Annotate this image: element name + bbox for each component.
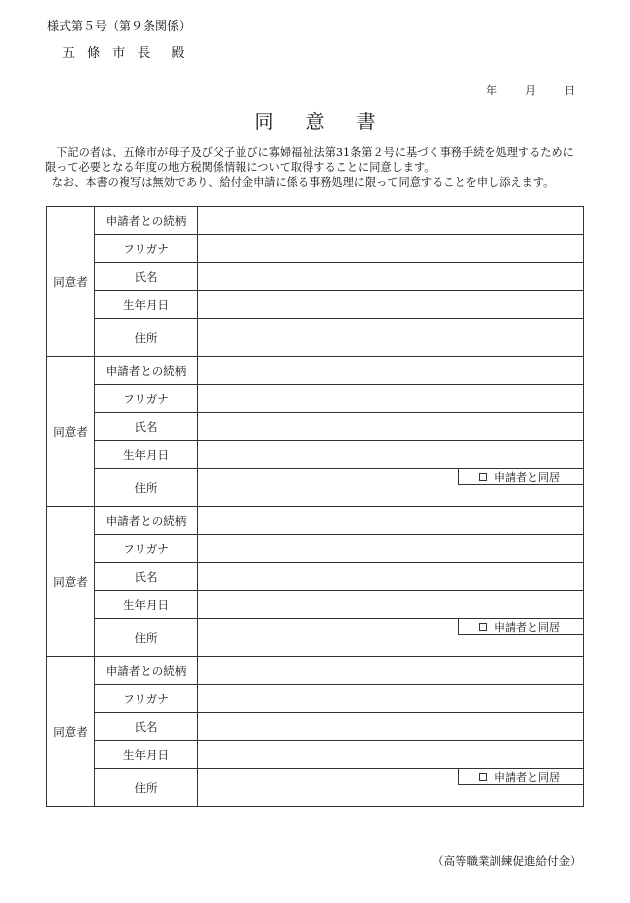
group-label: 同意者 bbox=[47, 357, 95, 507]
birthdate-field[interactable] bbox=[198, 591, 584, 619]
furigana-field[interactable] bbox=[198, 385, 584, 413]
consent-text bbox=[45, 145, 585, 190]
furigana-field[interactable] bbox=[198, 235, 584, 263]
birthdate-label: 生年月日 bbox=[95, 291, 198, 319]
name-field[interactable] bbox=[198, 263, 584, 291]
date-month-label: 月 bbox=[525, 84, 536, 97]
cohabit-checkbox[interactable] bbox=[458, 618, 584, 635]
date-line bbox=[486, 82, 575, 98]
name-label: 氏名 bbox=[95, 263, 198, 291]
furigana-label: フリガナ bbox=[95, 235, 198, 263]
furigana-label: フリガナ bbox=[95, 535, 198, 563]
name-field[interactable] bbox=[198, 713, 584, 741]
cohabit-label: 申請者と同居 bbox=[494, 470, 560, 484]
date-day-label: 日 bbox=[564, 84, 575, 97]
address-field[interactable] bbox=[198, 319, 584, 357]
cohabit-checkbox[interactable] bbox=[458, 468, 584, 485]
birthdate-field[interactable] bbox=[198, 741, 584, 769]
birthdate-field[interactable] bbox=[198, 441, 584, 469]
address-label: 住所 bbox=[95, 319, 198, 357]
consenter-block bbox=[46, 206, 584, 357]
furigana-field[interactable] bbox=[198, 685, 584, 713]
cohabit-label: 申請者と同居 bbox=[494, 770, 560, 784]
name-field[interactable] bbox=[198, 413, 584, 441]
consenter-block bbox=[46, 356, 584, 507]
addressee: 五 條 市 長 殿 bbox=[62, 46, 189, 61]
birthdate-label: 生年月日 bbox=[95, 591, 198, 619]
relationship-label: 申請者との続柄 bbox=[95, 207, 198, 235]
relationship-label: 申請者との続柄 bbox=[95, 357, 198, 385]
relationship-field[interactable] bbox=[198, 207, 584, 235]
address-label: 住所 bbox=[95, 769, 198, 807]
consenter-block bbox=[46, 506, 584, 657]
name-label: 氏名 bbox=[95, 713, 198, 741]
title-char: 書 bbox=[356, 111, 376, 133]
cohabit-label: 申請者と同居 bbox=[494, 620, 560, 634]
checkbox-square-icon bbox=[479, 623, 487, 631]
address-label: 住所 bbox=[95, 469, 198, 507]
checkbox-square-icon bbox=[479, 473, 487, 481]
group-label: 同意者 bbox=[47, 207, 95, 357]
page-title bbox=[0, 107, 630, 134]
relationship-label: 申請者との続柄 bbox=[95, 507, 198, 535]
name-label: 氏名 bbox=[95, 563, 198, 591]
address-field[interactable] bbox=[198, 619, 584, 657]
address-field[interactable] bbox=[198, 769, 584, 807]
consent-paragraph-1: 下記の者は、五條市が母子及び父子並びに寡婦福祉法第31条第２号に基づく事務手続を処理するために限って必要となる年度の地方税関係情報について取得することに同意します。 bbox=[45, 146, 574, 174]
address-field[interactable] bbox=[198, 469, 584, 507]
furigana-label: フリガナ bbox=[95, 385, 198, 413]
furigana-label: フリガナ bbox=[95, 685, 198, 713]
address-label: 住所 bbox=[95, 619, 198, 657]
date-year-label: 年 bbox=[486, 84, 497, 97]
name-field[interactable] bbox=[198, 563, 584, 591]
relationship-field[interactable] bbox=[198, 507, 584, 535]
cohabit-checkbox[interactable] bbox=[458, 768, 584, 785]
consent-paragraph-2: なお、本書の複写は無効であり、給付金申請に係る事務処理に限って同意することを申し添えます。 bbox=[51, 176, 555, 189]
birthdate-field[interactable] bbox=[198, 291, 584, 319]
birthdate-label: 生年月日 bbox=[95, 741, 198, 769]
consenter-block bbox=[46, 656, 584, 807]
relationship-field[interactable] bbox=[198, 657, 584, 685]
title-char: 同 bbox=[254, 111, 274, 133]
title-char: 意 bbox=[305, 111, 325, 133]
birthdate-label: 生年月日 bbox=[95, 441, 198, 469]
relationship-field[interactable] bbox=[198, 357, 584, 385]
consenter-forms bbox=[46, 206, 584, 807]
relationship-label: 申請者との続柄 bbox=[95, 657, 198, 685]
checkbox-square-icon bbox=[479, 773, 487, 781]
footer-note: （高等職業訓練促進給付金） bbox=[432, 854, 582, 868]
group-label: 同意者 bbox=[47, 657, 95, 807]
furigana-field[interactable] bbox=[198, 535, 584, 563]
form-number: 様式第５号（第９条関係） bbox=[47, 19, 192, 33]
name-label: 氏名 bbox=[95, 413, 198, 441]
group-label: 同意者 bbox=[47, 507, 95, 657]
